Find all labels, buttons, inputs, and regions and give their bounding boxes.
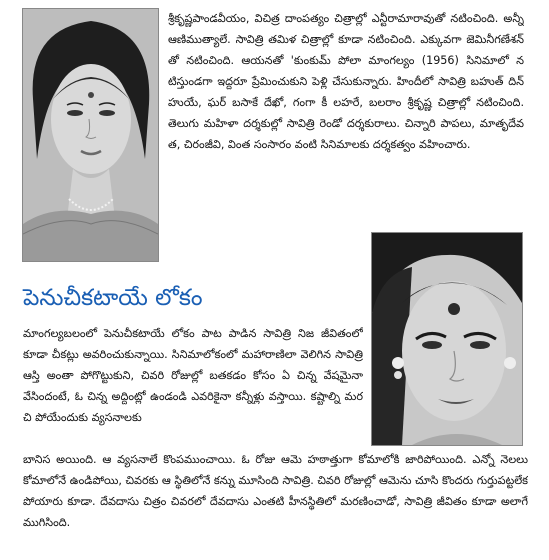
article-paragraph-top: శ్రీకృష్ణపాండవీయం, విచిత్ర దాంపత్యం చిత్రాల్లో ఎన్టీరామారావుతో నటించింది. అన్నీ ఆణిముత్యాలే. సావిత్రి తమిళ చిత్రాల్లో కూడా నటించింది. ఎక్కువగా జెమినీగణేశన్ తో నటించింది. ఆయనతో 'కుంకుమ్ పోలా మాంగల్యం (1956) సినిమాలో నటిస్తుండగా ఇద్దరూ ప్రేమించుకుని పెళ్లి చేసుకున్నారు. హిందీలో సావిత్రి బహుత్ దిన్ హుయే, ఘర్ బసాకే దేఖో, గంగా కీ లహరే, బలరాం శ్రీకృష్ణ చిత్రాల్లో నటించింది. తెలుగు మహిళా దర్శకుల్లో సావిత్రి రెండో దర్శకురాలు. చిన్నారి పాపలు, మాతృదేవత, చిరంజీవి, వింత సంసారం వంటి సినిమాలకు దర్శకత్వం వహించారు. (168, 12, 524, 151)
section-heading: పెనుచీకటాయే లోకం (23, 285, 203, 311)
portrait-illustration (23, 9, 158, 261)
article-paragraph-bottom: బానిస అయింది. ఆ వ్యసనాలే కొంపముంచాయి. ఓ రోజు ఆమె హఠాత్తుగా కోమాలోకి జారిపోయింది. ఎన్నో నెలలు కోమాలోనే ఉండిపోయి, చివరకు ఆ స్థితిలోనే కన్ను మూసింది సావిత్రి. చివరి రోజుల్లో ఆమెను చూసి కొందరు గుర్తుపట్టలేకపోయారు కూడా. దేవదాసు చిత్రం చివరలో దేవదాసు ఎంతటి హీనస్థితిలో మరణించాడో, సావిత్రి జీవితం కూడా అలాగే ముగిసింది. (23, 453, 528, 529)
closeup-illustration (372, 233, 522, 445)
actress-portrait-photo (22, 8, 159, 262)
article-paragraph-left: మాంగల్యబలంలో పెనుచీకటాయే లోకం పాట పాడిన సావిత్రి నిజ జీవితంలో కూడా చీకట్లు అవరించుకున్నాయి. సినిమాలోకంలో మహారాణిలా వెలిగిన సావిత్రి ఆస్తి అంతా పోగొట్టుకుని, చివరి రోజుల్లో బతకడం కోసం ఏ చిన్న వేషమైనా వేసిందంటే, ఓ చిన్న అద్దింట్లో ఉండండి ఎవరికైనా కన్నీళ్లు వస్తాయి. కష్టాల్ని మరచి పోయేందుకు వ్యసనాలకు (23, 327, 363, 424)
actress-closeup-photo (371, 232, 523, 446)
